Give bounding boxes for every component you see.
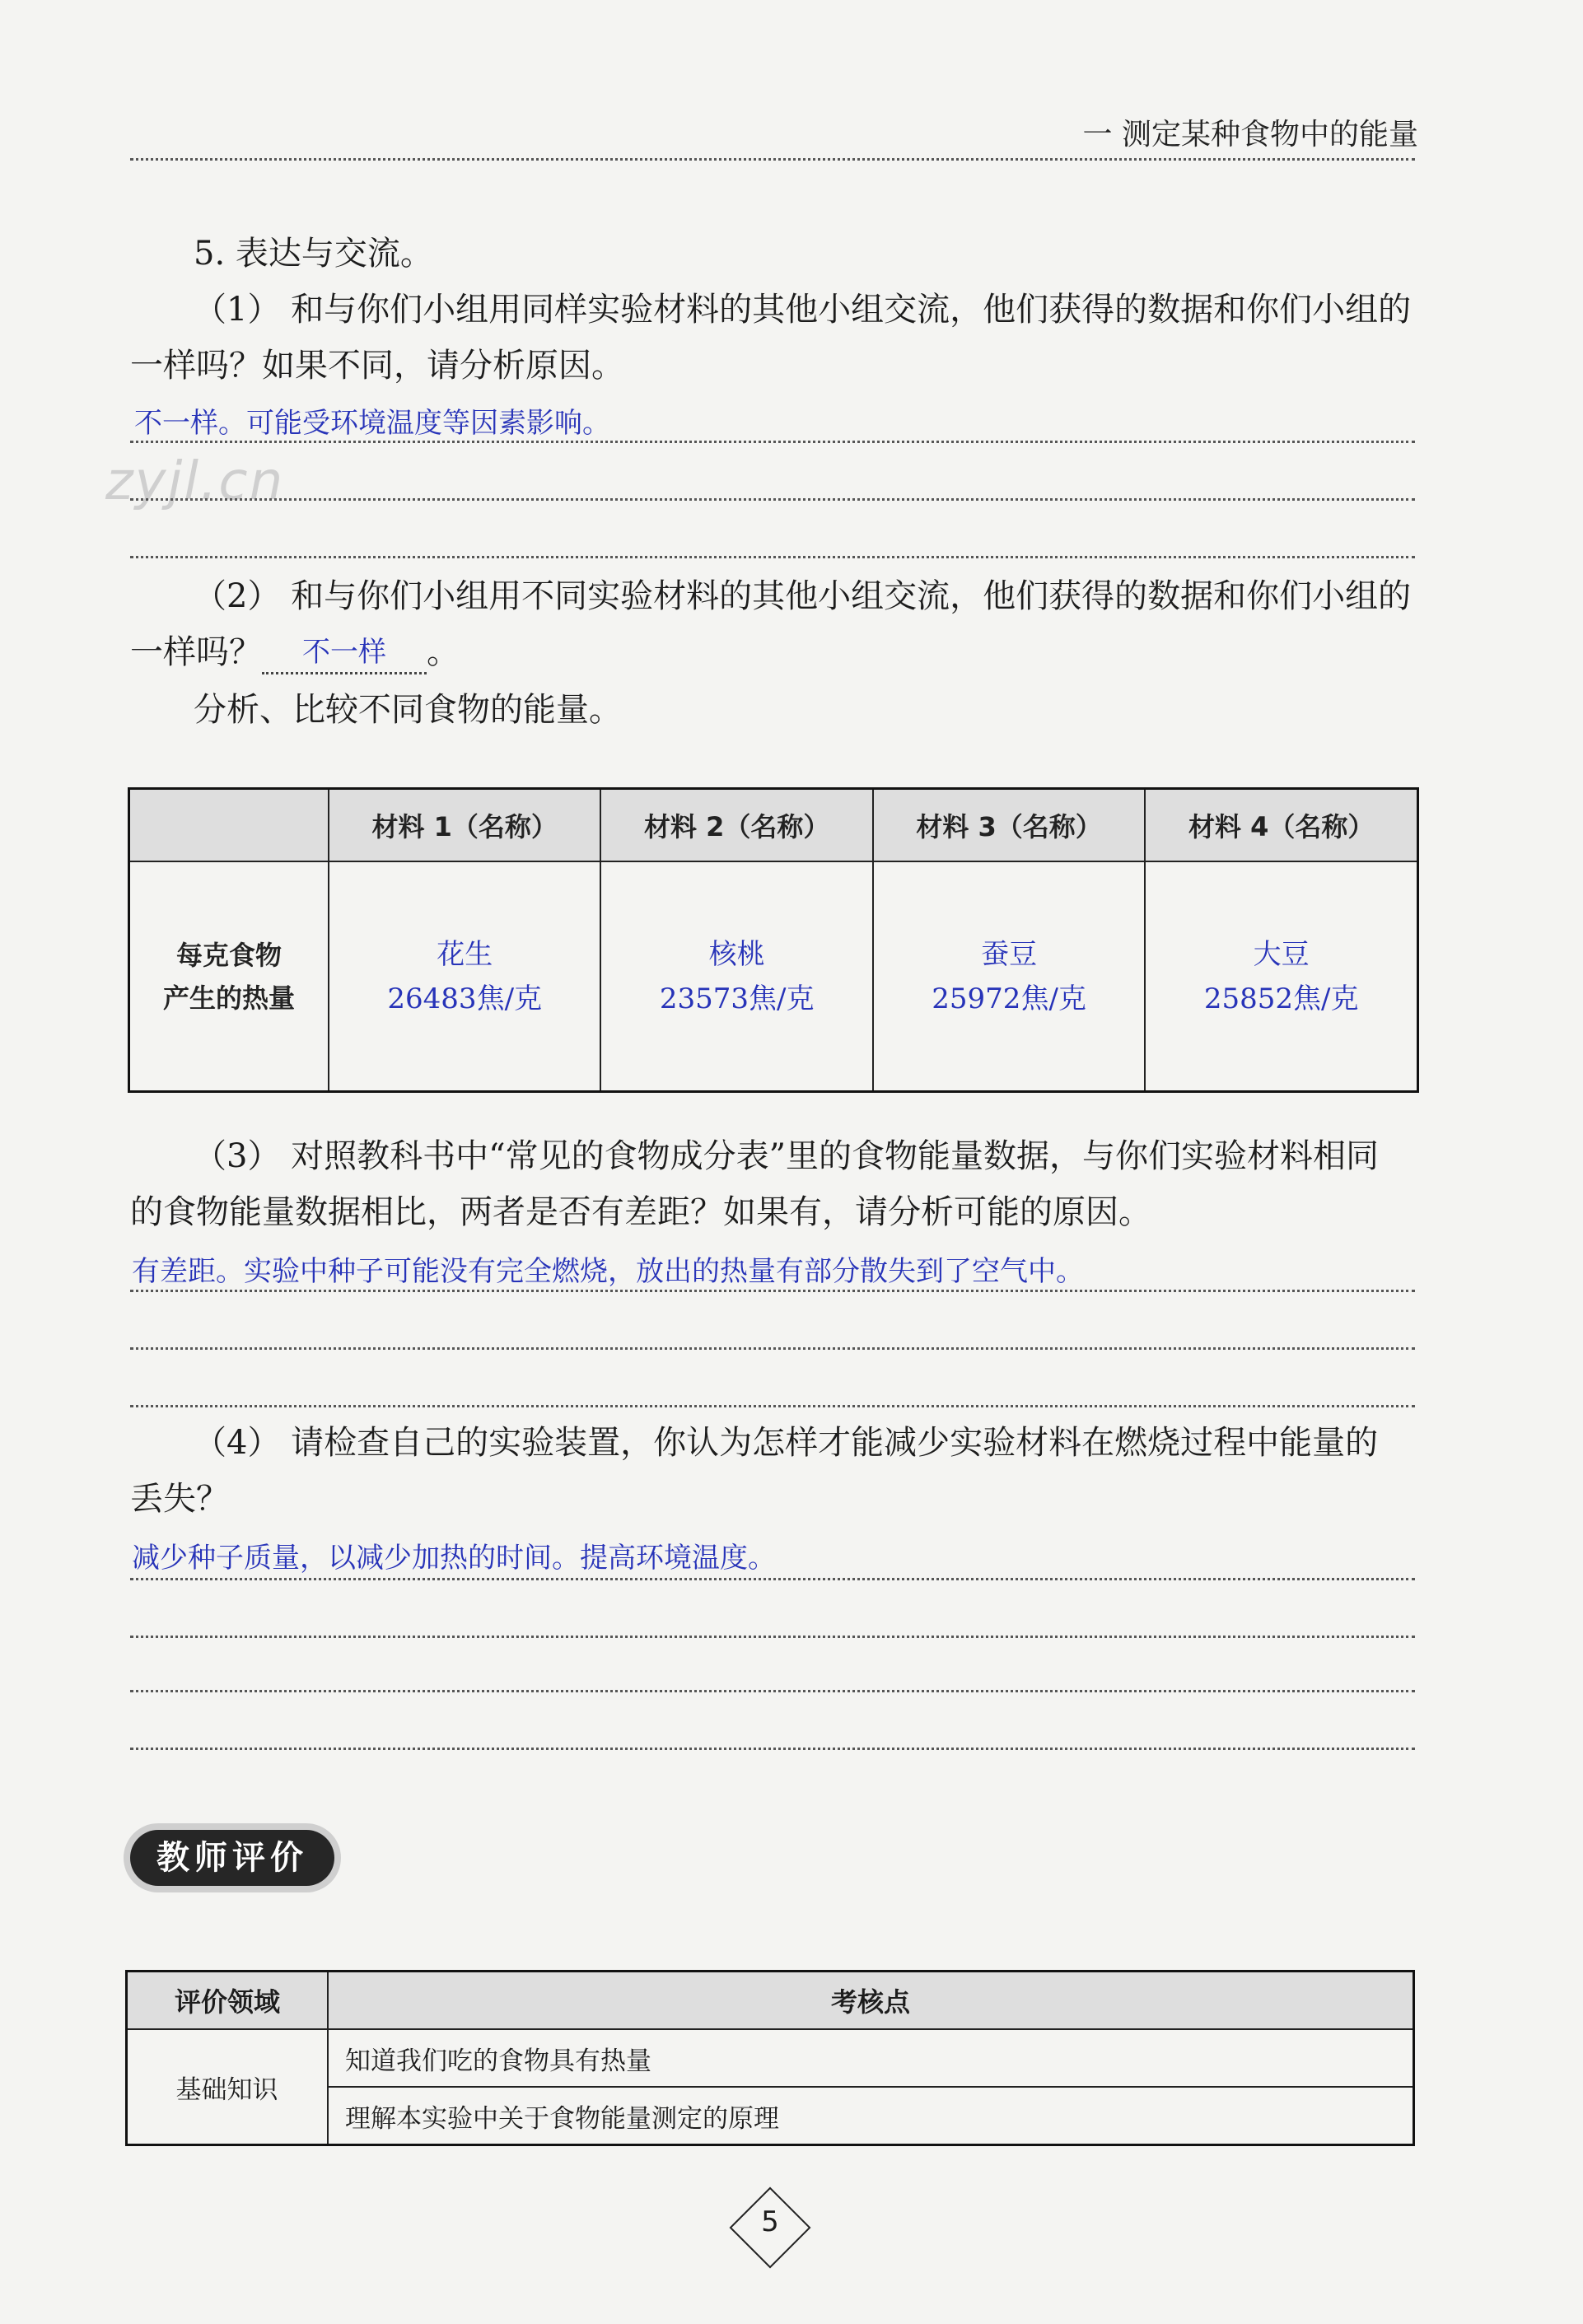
material-energy: 25972焦/克 xyxy=(932,982,1086,1015)
evaluation-row xyxy=(127,2029,1414,2087)
material-name: 花生 xyxy=(437,937,493,971)
evaluation-header-row xyxy=(127,1972,1414,2030)
evaluation-table xyxy=(125,1970,1415,2146)
energy-table-header-row xyxy=(129,789,1418,862)
q2-suffix: 。 xyxy=(427,633,460,671)
energy-cell xyxy=(329,861,600,1092)
answer-line xyxy=(130,441,1415,443)
teacher-eval-badge: 教师评价 xyxy=(130,1830,334,1886)
answer-line xyxy=(130,1290,1415,1292)
material-name: 蚕豆 xyxy=(981,937,1038,971)
eval-col-point: 考核点 xyxy=(328,1972,1414,2030)
eval-point: 理解本实验中关于食物能量测定的原理 xyxy=(328,2087,1414,2145)
row-label-line1: 每克食物 xyxy=(175,939,282,971)
row-label-line2: 产生的热量 xyxy=(162,982,295,1014)
energy-table-header: 材料 2（名称） xyxy=(600,789,872,862)
energy-cell xyxy=(873,861,1145,1092)
answer-line xyxy=(130,1347,1415,1350)
analysis-instruction: 分析、比较不同食物的能量。 xyxy=(194,691,622,729)
eval-area: 基础知识 xyxy=(127,2029,329,2145)
q4-text-line1: （4） 请检查自己的实验装置，你认为怎样才能减少实验材料在燃烧过程中能量的 xyxy=(194,1424,1379,1462)
energy-table xyxy=(128,787,1419,1093)
material-name: 核桃 xyxy=(708,937,765,971)
q2-text-line2 xyxy=(130,632,460,676)
answer-line xyxy=(130,1578,1415,1580)
answer-line xyxy=(130,1636,1415,1638)
q2-answer-blank: 不一样 xyxy=(262,632,427,674)
q1-text-line2: 一样吗？如果不同，请分析原因。 xyxy=(130,347,624,385)
q3-text-line1: （3） 对照教科书中“常见的食物成分表”里的食物能量数据，与你们实验材料相同 xyxy=(194,1137,1380,1175)
energy-cell xyxy=(600,861,872,1092)
page-header-title: 一 测定某种食物中的能量 xyxy=(1082,118,1418,152)
q3-answer: 有差距。实验中种子可能没有完全燃烧，放出的热量有部分散失到了空气中。 xyxy=(132,1255,1084,1288)
section-title: 5. 表达与交流。 xyxy=(194,235,433,273)
material-energy: 23573焦/克 xyxy=(659,982,815,1015)
energy-row-label xyxy=(129,861,329,1092)
answer-line xyxy=(130,556,1415,558)
material-energy: 26483焦/克 xyxy=(387,982,543,1015)
energy-table-header: 材料 1（名称） xyxy=(329,789,600,862)
energy-table-header: 材料 3（名称） xyxy=(873,789,1145,862)
energy-table-header: 材料 4（名称） xyxy=(1145,789,1417,862)
page-number: 5 xyxy=(761,2205,779,2238)
q1-text-line1: （1） 和与你们小组用同样实验材料的其他小组交流，他们获得的数据和你们小组的 xyxy=(194,291,1412,329)
energy-table-row xyxy=(129,861,1418,1092)
header-divider xyxy=(130,158,1415,161)
material-name: 大豆 xyxy=(1253,937,1310,971)
energy-table-corner xyxy=(129,789,329,862)
answer-line xyxy=(130,1405,1415,1407)
q4-text-line2: 丢失？ xyxy=(130,1480,229,1518)
watermark: zyjl.cn xyxy=(105,451,285,512)
answer-line xyxy=(130,1690,1415,1692)
answer-line xyxy=(130,498,1415,501)
q2-prefix: 一样吗？ xyxy=(130,633,262,671)
q4-answer: 减少种子质量，以减少加热的时间。提高环境温度。 xyxy=(132,1542,776,1575)
material-energy: 25852焦/克 xyxy=(1203,982,1359,1015)
answer-line xyxy=(130,1748,1415,1750)
q3-text-line2: 的食物能量数据相比，两者是否有差距？如果有，请分析可能的原因。 xyxy=(130,1193,1151,1231)
q1-answer: 不一样。可能受环境温度等因素影响。 xyxy=(134,407,610,440)
eval-col-area: 评价领域 xyxy=(127,1972,329,2030)
energy-cell xyxy=(1145,861,1417,1092)
q2-text-line1: （2） 和与你们小组用不同实验材料的其他小组交流，他们获得的数据和你们小组的 xyxy=(194,577,1412,615)
eval-point: 知道我们吃的食物具有热量 xyxy=(328,2029,1414,2087)
